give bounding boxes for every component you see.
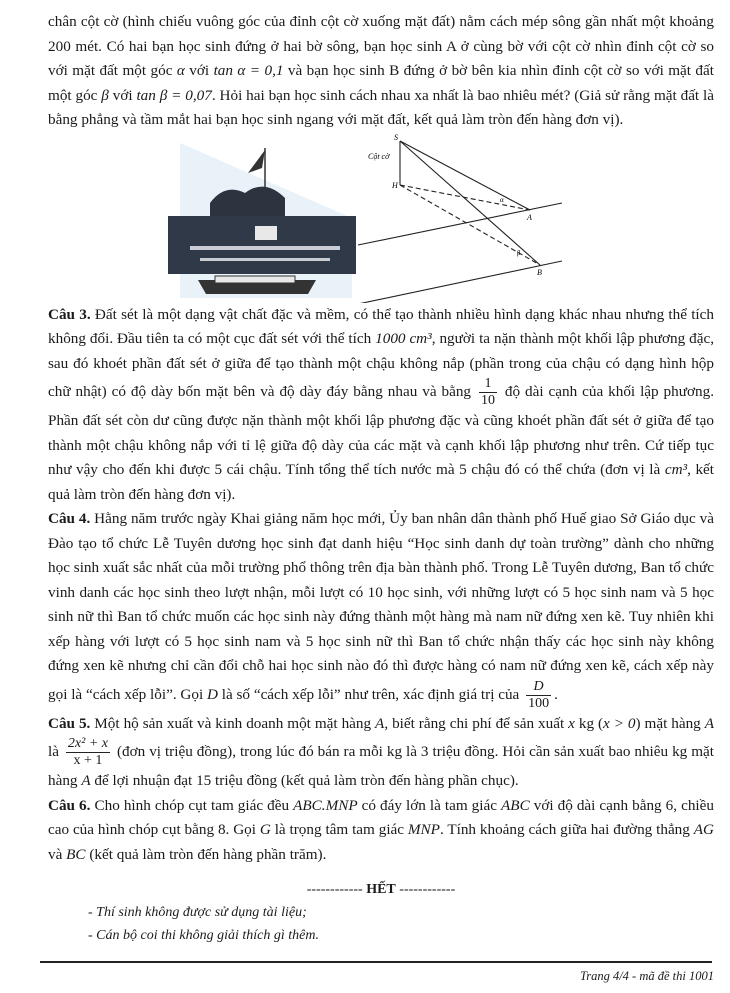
end-dashes-right: ------------ (399, 882, 456, 897)
text-run: để lợi nhuận đạt 15 triệu đồng (kết quả làm tròn đến hàng phần chục). (90, 772, 519, 789)
question-5 (48, 712, 714, 794)
math-expression: MNP (407, 821, 440, 838)
math-expression: β (101, 86, 109, 104)
math-expression: ABC (501, 796, 530, 814)
problem-continuation (48, 10, 714, 133)
figure (0, 133, 730, 303)
text-run: Một hộ sản xuất và kinh doanh một mặt hàng (90, 714, 376, 732)
math-expression: x > 0 (603, 714, 636, 732)
question-4 (48, 507, 714, 712)
citadel-flag-photo (168, 143, 356, 298)
fraction (526, 679, 551, 712)
fraction-numerator: D (526, 679, 551, 696)
end-word: HẾT (366, 882, 396, 897)
math-expression: G (259, 821, 271, 838)
math-expression: A (375, 714, 385, 732)
fraction-denominator: x + 1 (73, 753, 103, 768)
math-expression: tan α = 0,1 (213, 62, 284, 79)
end-marker (48, 879, 714, 901)
text-run: với độ dài cạnh bằng 6, chiều cao của hình chóp cụt bằng 8. Gọi (48, 796, 714, 838)
label-beta: β (517, 248, 521, 257)
text-run: chân cột cờ (hình chiếu vuông góc của đỉnh cột cờ xuống mặt đất) nằm cách mép sông gần nhất một khoảng 200 mét. Có hai bạn học sinh đứng ở hai bờ sông, bạn học sinh A ở cùng bờ với cột cờ nhìn đỉnh cột cờ so với mặt đất một góc (48, 13, 714, 79)
fraction-numerator: 1 (479, 376, 497, 393)
fraction (479, 376, 497, 409)
fraction-numerator: 2x² + x (67, 736, 108, 751)
text-run: , kết quả làm tròn đến hàng đơn vị). (48, 461, 714, 503)
question-6 (48, 794, 714, 868)
question-label: Câu 4. (48, 510, 91, 527)
math-expression: ABC.MNP (293, 796, 358, 814)
math-expression: A (81, 772, 91, 789)
math-expression: α (176, 62, 185, 79)
text-run: và bạn học sinh B đứng ở bờ bên kia nhìn đỉnh cột cờ so với mặt đất một góc (48, 62, 714, 104)
text-run: , biết rằng chi phí để sản xuất (384, 714, 569, 732)
text-run: . Hỏi hai bạn học sinh cách nhau xa nhất là bao nhiêu mét? (Giả sử rằng mặt đất là bằng phẳng và tầm mắt hai bạn học sinh ngang với mặt đất, kết quả làm tròn đến hàng đơn vị). (48, 86, 714, 128)
text-run: là số “cách xếp lỗi” như trên, xác định giá trị của (217, 685, 524, 703)
question-label: Câu 6. (48, 796, 91, 814)
fraction-denominator: 10 (480, 393, 495, 408)
math-expression: AG (693, 821, 714, 838)
label-pole: Cột cờ (368, 151, 390, 161)
question-3 (48, 303, 714, 508)
text-run: độ dài cạnh của khối lập phương. Phần đất sét còn dư cũng được nặn thành một khối lập phương đặc và cũng khoét phần đất sét ở giữa để tạo thành một chậu không nắp với tỉ lệ giữa độ dày của các mặt và cạnh khối lập phương như trên. Cứ tiếp tục như vậy cho đến khi được 5 cái chậu. Tính tổng thể tích nước mà 5 chậu đó có thể chứa (đơn vị là (48, 382, 714, 478)
text-run: có đáy lớn là tam giác (357, 796, 502, 814)
text-run: Đất sét là một dạng vật chất đặc và mềm, có thể tạo thành nhiều hình dạng khác nhau nhưng thể tích không đổi. Đầu tiên ta có một cục đất sét với thể tích (48, 305, 714, 347)
fraction-denominator: 100 (528, 695, 550, 711)
label-h: H (392, 180, 398, 190)
page-number: Trang 4/4 - mã đề thi 1001 (579, 969, 714, 983)
text-run: là trọng tâm tam giác (270, 821, 408, 838)
text-run: với (108, 86, 137, 104)
math-expression: BC (66, 845, 86, 863)
text-run: . (554, 685, 558, 703)
text-run: (kết quả làm tròn đến hàng phần trăm). (85, 845, 327, 863)
note-1: - Thí sinh không được sử dụng tài liệu; (88, 905, 307, 920)
text-run: . Tính khoảng cách giữa hai đường thẳng (439, 821, 694, 838)
question-label: Câu 3. (48, 305, 91, 323)
text-run: với (184, 62, 214, 79)
math-expression: cm³ (664, 461, 688, 478)
label-b: B (537, 267, 542, 277)
label-a: A (527, 212, 532, 222)
text-run: ) mặt hàng (635, 714, 705, 732)
math-expression: D (207, 685, 218, 703)
math-expression: A (704, 714, 715, 732)
end-dashes-left: ------------ (306, 882, 363, 897)
text-run: kg ( (574, 714, 604, 732)
geometry-diagram (358, 141, 562, 303)
note-2: - Cán bộ coi thi không giải thích gì thêm. (88, 928, 319, 943)
math-expression: 1000 cm³ (375, 330, 432, 347)
text-run: , người ta nặn thành một khối lập phương đặc, sau đó khoét phần đất sét ở giữa để tạo thành một chậu không nắp (phần trong của chậu có dạng hình hộp chữ nhật) có độ dày bốn mặt bên và độ dày đáy bằng nhau và bằng (48, 330, 715, 400)
question-label: Câu 5. (48, 714, 91, 732)
math-expression: tan β = 0,07 (136, 86, 212, 104)
text-run: (đơn vị triệu đồng), trong lúc đó bán ra mỗi kg là 3 triệu đồng. Hỏi cần sản xuất bao nhiêu kg mặt hàng (48, 742, 714, 789)
text-run: Cho hình chóp cụt tam giác đều (90, 796, 294, 814)
text-run: Hằng năm trước ngày Khai giảng năm học mới, Ủy ban nhân dân thành phố Huế giao Sở Giáo dục và Đào tạo tổ chức Lễ Tuyên dương học sinh đạt danh hiệu “Học sinh danh dự toàn trường” dành cho những học sinh xuất sắc nhất của mỗi trường phổ thông trên địa bàn thành phố. Trong Lễ Tuyên dương, Ban tổ chức vinh danh các học sinh theo lượt nhận, mỗi lượt có 10 học sinh, với những lượt có 5 học sinh nam và 5 học sinh nữ thì Ban tổ chức muốn các học sinh này đứng thành một hàng mà nam nữ đứng xen kẽ. Tuy nhiên khi xếp hàng với lượt có 5 học sinh nam và 5 học sinh nữ thì Ban tổ chức nhận thấy các học sinh này không đứng xen kẽ nhưng chỉ cần đổi chỗ hai học sinh nào đó thì được hàng có nam nữ đứng xen kẽ, cách xếp này gọi là “cách xếp lỗi”. Gọi (48, 510, 714, 703)
label-s: S (394, 132, 398, 142)
fraction (66, 736, 110, 769)
math-expression: x (568, 714, 575, 732)
label-alpha: α (500, 195, 504, 204)
text-run: là (48, 742, 63, 760)
footer-divider (40, 961, 712, 963)
text-run: và (48, 845, 67, 863)
